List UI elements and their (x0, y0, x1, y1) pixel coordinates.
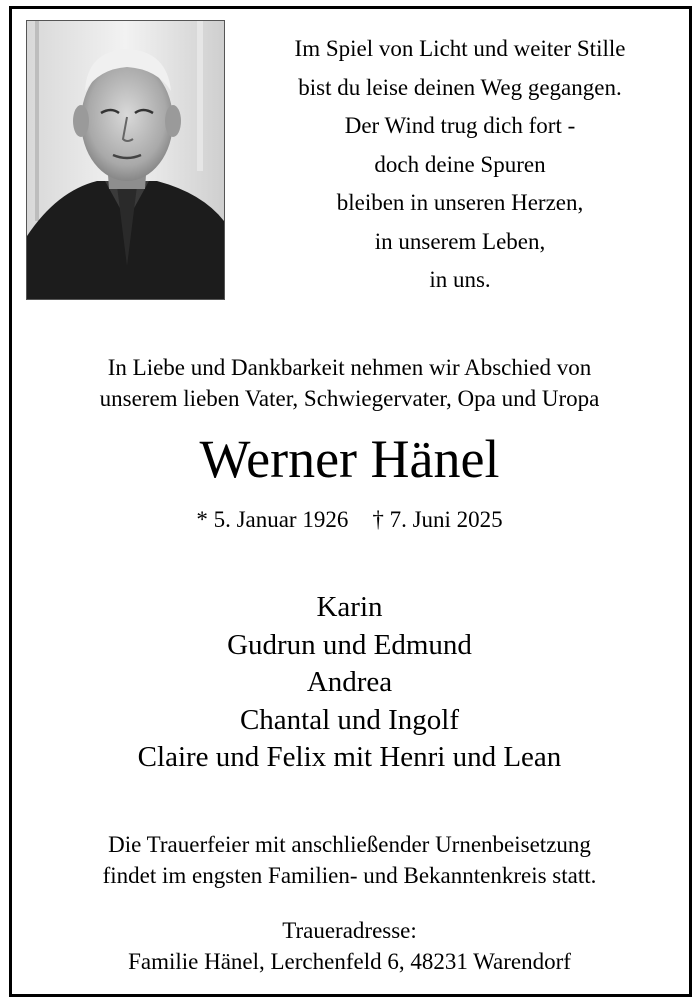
poem-line: bleiben in unseren Herzen, (336, 190, 584, 215)
poem-line: bist du leise deinen Weg gegangen. (298, 74, 622, 100)
family-list (0, 589, 699, 777)
family-member: Gudrun und Edmund (227, 628, 472, 661)
family-member: Karin (316, 591, 383, 623)
address-line: Familie Hänel, Lerchenfeld 6, 48231 Warendorf (128, 949, 571, 974)
deceased-name: Werner Hänel (199, 429, 500, 489)
death-date: † 7. Juni 2025 (372, 507, 503, 532)
portrait-photo (26, 20, 225, 300)
notice-line: Die Trauerfeier mit anschließender Urnenbeisetzung (108, 832, 591, 857)
poem-line: doch deine Spuren (374, 151, 546, 177)
address-label: Traueradresse: (282, 918, 417, 943)
family-member: Andrea (306, 666, 393, 698)
life-dates (0, 505, 699, 535)
family-member: Claire und Felix mit Henri und Lean (137, 741, 562, 773)
funeral-notice (0, 829, 699, 891)
farewell-intro (0, 352, 699, 414)
poem-line: in uns. (429, 267, 491, 292)
intro-line: unserem lieben Vater, Schwiegervater, Opa und Uropa (99, 386, 600, 411)
poem-line: Der Wind trug dich fort - (344, 113, 576, 138)
notice-line: findet im engsten Familien- und Bekanntenkreis statt. (102, 863, 597, 888)
poem-line: in unserem Leben, (374, 228, 546, 254)
birth-date: * 5. Januar 1926 (196, 507, 349, 532)
intro-line: In Liebe und Dankbarkeit nehmen wir Abschied von (107, 355, 592, 380)
mourning-address (0, 915, 699, 977)
poem-line: Im Spiel von Licht und weiter Stille (294, 36, 626, 61)
family-member: Chantal und Ingolf (239, 703, 460, 736)
poem (240, 30, 680, 300)
